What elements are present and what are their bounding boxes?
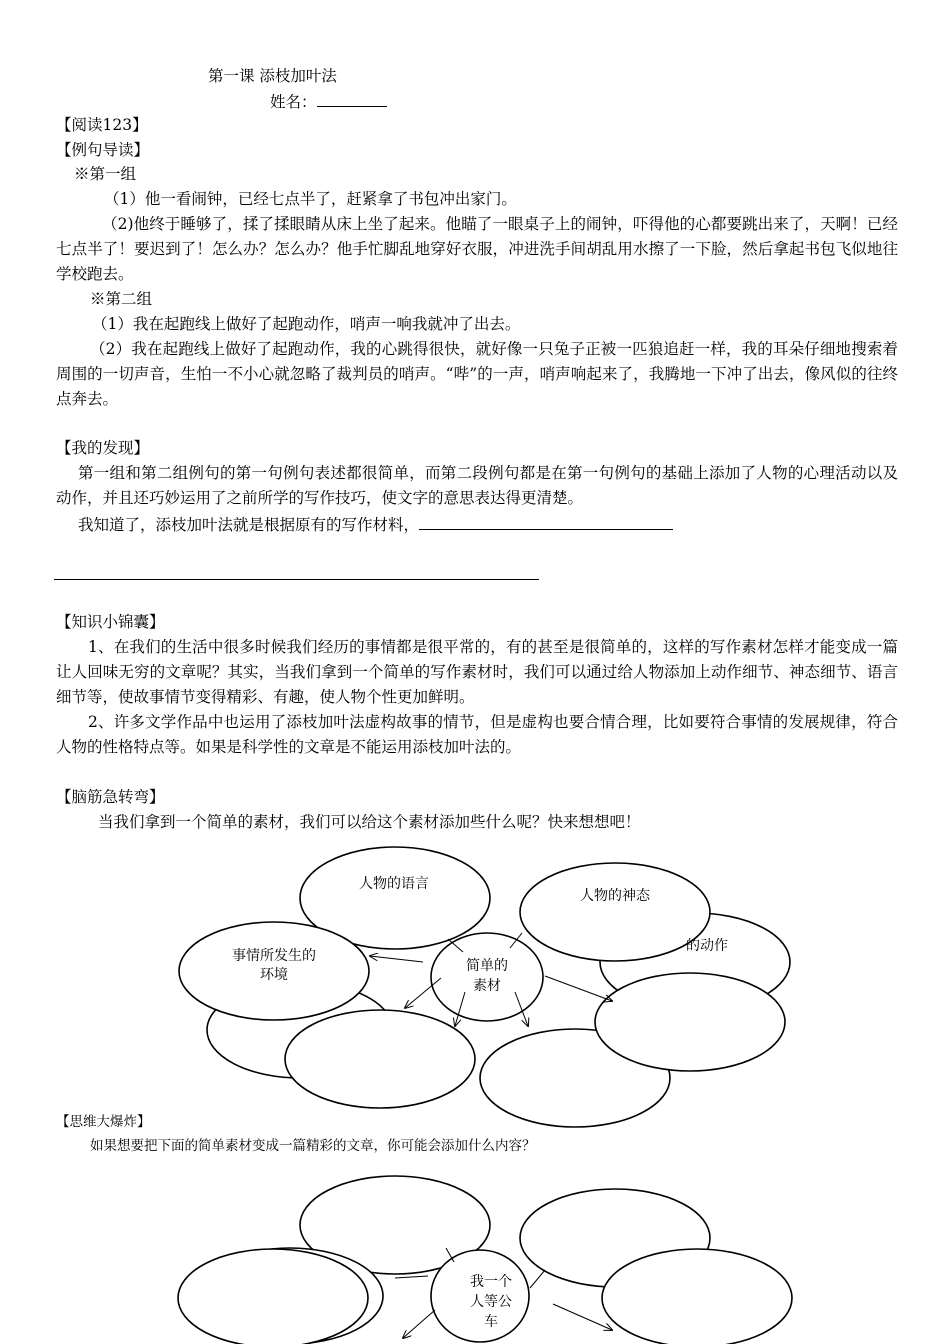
bubble-blank-2[interactable] bbox=[285, 1010, 475, 1108]
group2-sentence-1: （1）我在起跑线上做好了起跑动作，哨声一响我就冲了出去。 bbox=[92, 315, 521, 333]
label-expression: 人物的神态 bbox=[580, 888, 650, 904]
label-environment-line-2: 环境 bbox=[260, 967, 288, 983]
bubble2-left[interactable] bbox=[178, 1249, 368, 1344]
knowledge-point-1: 1、在我们的生活中很多时候我们经历的事情都是很平常的，有的甚至是很简单的，这样的写作素材怎样才能变成一篇让人回味无穷的文章呢？其实，当我们拿到一个简单的写作素材时，我们可以通过给人物添加上动作细节、神态细节、语言细节等，使故事情节变得精彩、有趣，使人物个性更加鲜明。 bbox=[56, 638, 898, 706]
discovery-tag: 【我的发现】 bbox=[56, 439, 150, 457]
label-center-line-2: 素材 bbox=[473, 978, 501, 994]
arrow2-bottom-left bbox=[403, 1310, 435, 1338]
label-environment-line-1: 事情所发生的 bbox=[232, 948, 316, 964]
label-action: 的动作 bbox=[686, 938, 728, 954]
connector2-left bbox=[395, 1276, 428, 1278]
label-center-line-1: 简单的 bbox=[466, 958, 508, 974]
thinking-tag: 【思维大爆炸】 bbox=[56, 1114, 151, 1130]
knowledge-tag: 【知识小锦囊】 bbox=[56, 613, 165, 631]
label2-center-line-1: 我一个 bbox=[470, 1274, 512, 1290]
discovery-paragraph: 第一组和第二组例句的第一句例句表述都很简单，而第二段例句都是在第一句例句的基础上添加了人物的心理活动以及动作，并且还巧妙运用了之前所学的写作技巧，使文字的意思表达得更清楚。 bbox=[56, 464, 898, 507]
bubble2-right[interactable] bbox=[602, 1249, 792, 1344]
group1-sentence-2: （2)他终于睡够了，揉了揉眼睛从床上坐了起来。他瞄了一眼桌子上的闹钟，吓得他的心都要跳出来了，天啊！已经七点半了！要迟到了！怎么办？怎么办？他手忙脚乱地穿好衣服，冲进洗手间胡乱用水擦了一下脸，然后拿起书包飞似地往学校跑去。 bbox=[56, 215, 898, 283]
example-tag: 【例句导读】 bbox=[56, 141, 150, 159]
bubble-blank-4[interactable] bbox=[595, 973, 785, 1071]
label2-center-line-3: 车 bbox=[484, 1314, 498, 1330]
discovery-fill-prompt: 我知道了，添枝加叶法就是根据原有的写作材料， bbox=[78, 516, 420, 534]
lesson-title: 第一课 添枝加叶法 bbox=[208, 67, 337, 85]
thinking-text: 如果想要把下面的简单素材变成一篇精彩的文章，你可能会添加什么内容？ bbox=[90, 1138, 536, 1154]
label2-center-line-2: 人等公 bbox=[470, 1294, 512, 1310]
arrow-to-environment bbox=[370, 956, 423, 962]
label-language: 人物的语言 bbox=[359, 876, 429, 892]
bubble-expression[interactable] bbox=[520, 863, 710, 961]
brain-teaser-tag: 【脑筋急转弯】 bbox=[56, 788, 165, 806]
group2-sentence-2: （2）我在起跑线上做好了起跑动作，我的心跳得很快，就好像一只兔子正被一匹狼追赶一样，我的耳朵仔细地搜索着周围的一切声音，生怕一不小心就忽略了裁判员的哨声。“哔”的一声，哨声响起来了，我腾地一下冲了出去，像风似的往终点奔去。 bbox=[56, 340, 898, 408]
knowledge-point-2: 2、许多文学作品中也运用了添枝加叶法虚构故事的情节，但是虚构也要合情合理，比如要符合事情的发展规律，符合人物的性格特点等。如果是科学性的文章是不能运用添枝加叶法的。 bbox=[56, 713, 898, 756]
group1-heading: ※第一组 bbox=[74, 165, 137, 183]
bubble-center bbox=[431, 933, 543, 1021]
group2-heading: ※第二组 bbox=[90, 290, 153, 308]
reading-tag: 【阅读123】 bbox=[56, 116, 148, 134]
group1-sentence-1: （1）他一看闹钟，已经七点半了，赶紧拿了书包冲出家门。 bbox=[104, 190, 517, 208]
arrow-to-blank-4 bbox=[545, 976, 612, 1001]
name-label: 姓名： bbox=[270, 93, 317, 111]
connector2-top-right bbox=[530, 1270, 545, 1288]
brain-teaser-text: 当我们拿到一个简单的素材，我们可以给这个素材添加些什么呢？快来想想吧！ bbox=[98, 813, 641, 831]
